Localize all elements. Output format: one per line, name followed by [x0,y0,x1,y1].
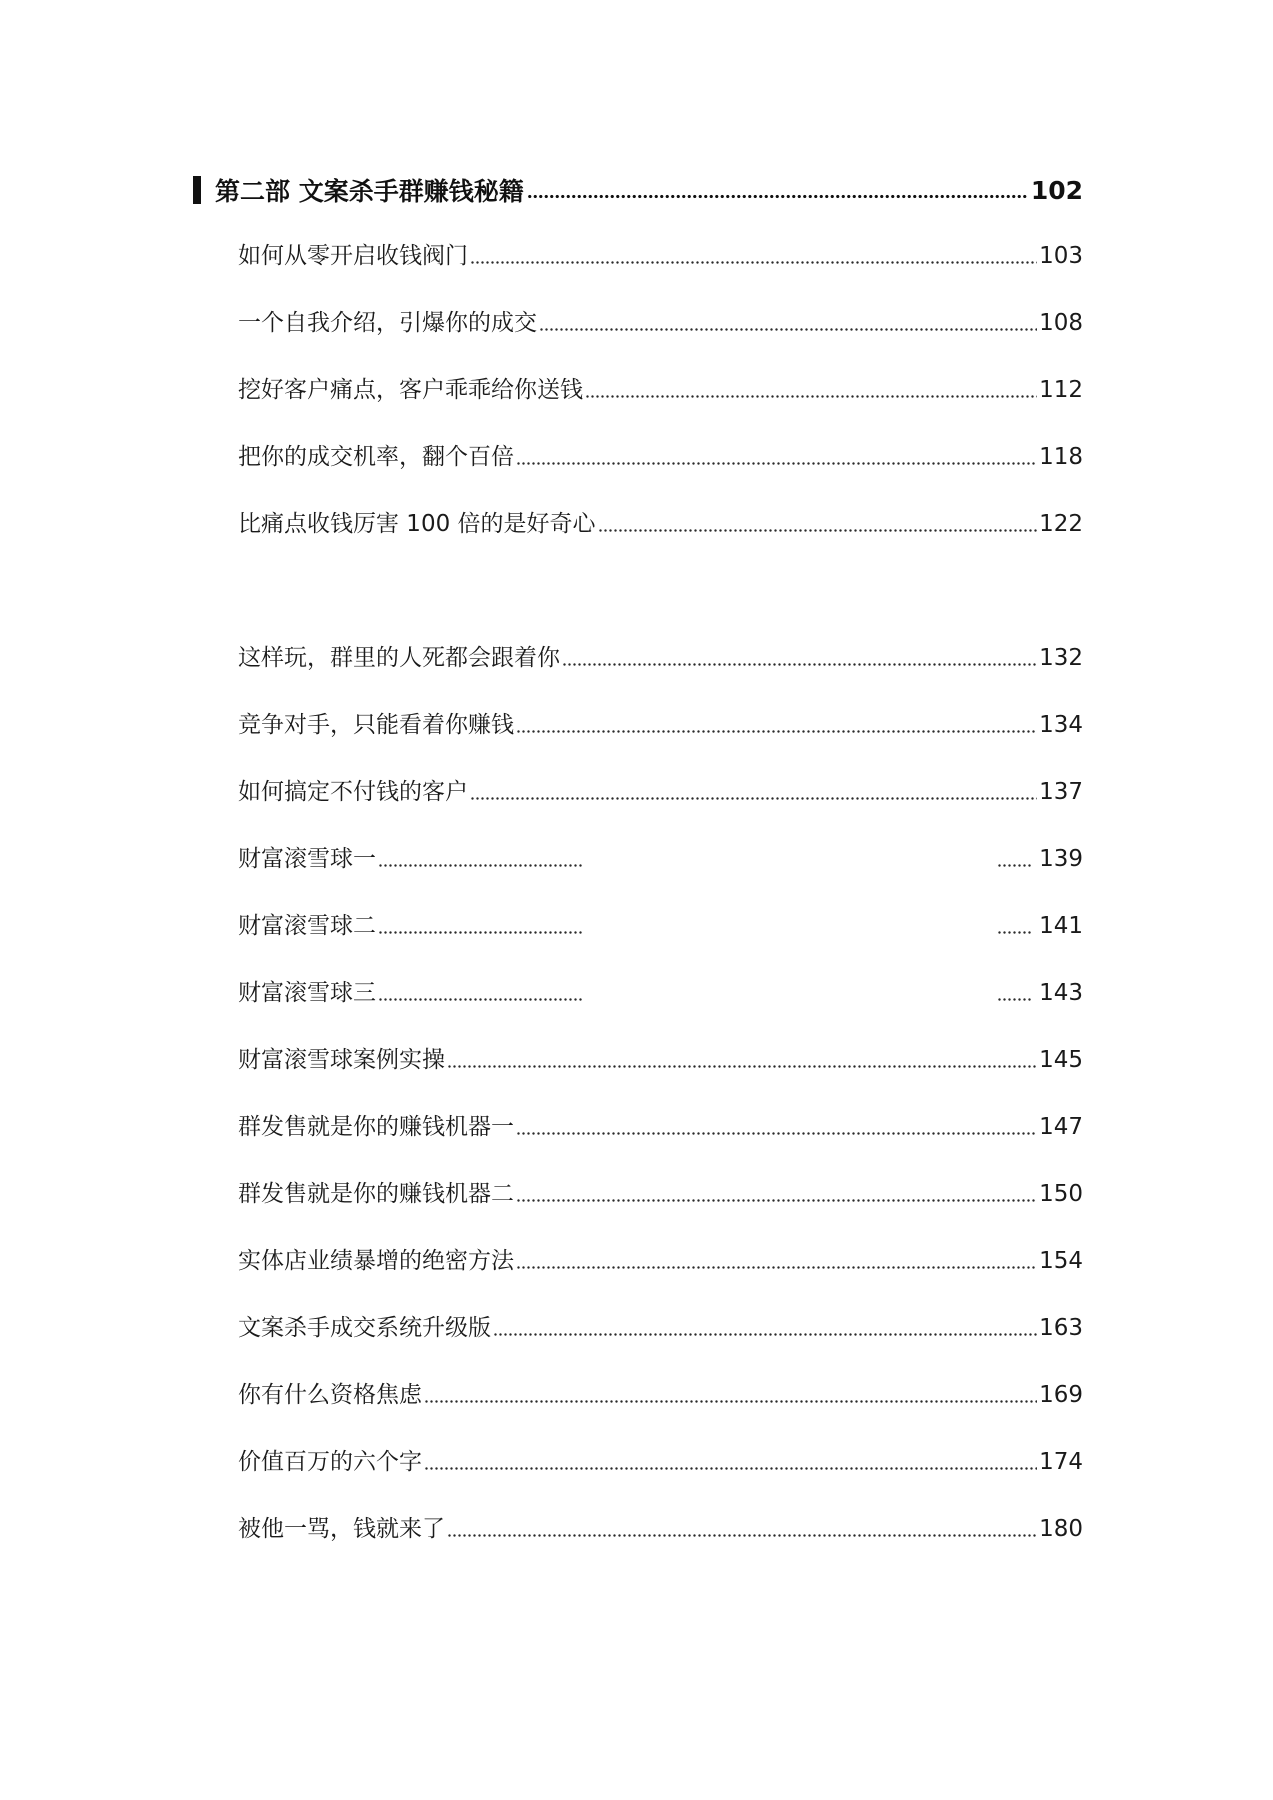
entry-page-number: 169 [1039,1382,1083,1408]
entry-page-number: 145 [1039,1047,1083,1073]
entry-title: 财富滚雪球一 [238,846,376,872]
part-marker-bar [193,176,201,204]
entry-title: 价值百万的六个字 [238,1449,422,1475]
dot-leader [447,1509,1037,1549]
entry-page-number: 134 [1039,712,1083,738]
entry-title: 这样玩，群里的人死都会跟着你 [238,645,560,671]
entry-title: 群发售就是你的赚钱机器二 [238,1181,514,1207]
toc-entry[interactable] [238,1107,1083,1147]
dot-leader [424,1442,1037,1482]
dot-leader [598,504,1038,544]
dot-leader [585,370,1037,410]
dot-leader [516,705,1037,745]
entry-title: 你有什么资格焦虑 [238,1382,422,1408]
toc-entry[interactable] [238,370,1083,410]
toc-entry[interactable] [238,437,1083,477]
toc-entry[interactable] [238,906,1083,946]
entry-title: 挖好客户痛点，客户乖乖给你送钱 [238,377,583,403]
toc-entry[interactable] [238,1241,1083,1281]
part-heading[interactable] [193,168,1083,212]
entry-title: 群发售就是你的赚钱机器一 [238,1114,514,1140]
entry-page-number: 108 [1039,310,1083,336]
entry-title: 比痛点收钱厉害 100 倍的是好奇心 [238,511,596,537]
toc-entry[interactable] [238,236,1083,276]
dot-leader [516,437,1037,477]
entry-title: 文案杀手成交系统升级版 [238,1315,491,1341]
toc-entry[interactable] [238,772,1083,812]
toc-entry[interactable] [238,1174,1083,1214]
entry-title: 把你的成交机率，翻个百倍 [238,444,514,470]
dot-leader [470,236,1037,276]
entry-page-number: 141 [1039,913,1083,939]
part-title: 第二部 文案杀手群赚钱秘籍 [215,177,524,206]
toc-entry[interactable] [238,1509,1083,1549]
dot-leader [997,839,1033,879]
toc-entry[interactable] [238,973,1083,1013]
entry-page-number: 143 [1039,980,1083,1006]
entry-title: 财富滚雪球案例实操 [238,1047,445,1073]
entry-page-number: 118 [1039,444,1083,470]
entry-title: 财富滚雪球三 [238,980,376,1006]
dot-leader [516,1241,1037,1281]
dot-leader [516,1174,1037,1214]
dot-leader [424,1375,1037,1415]
entry-page-number: 150 [1039,1181,1083,1207]
entry-page-number: 122 [1039,511,1083,537]
dot-leader [539,303,1037,343]
toc-entry[interactable] [238,1442,1083,1482]
toc-entry[interactable] [238,705,1083,745]
entry-page-number: 137 [1039,779,1083,805]
entry-title: 如何从零开启收钱阀门 [238,243,468,269]
toc-entry[interactable] [238,1375,1083,1415]
dot-leader [516,1107,1037,1147]
toc-entry[interactable] [238,1040,1083,1080]
dot-leader [378,906,583,946]
dot-leader [493,1308,1037,1348]
dot-leader [562,638,1037,678]
toc-entry[interactable] [238,839,1083,879]
entry-page-number: 139 [1039,846,1083,872]
entry-title: 财富滚雪球二 [238,913,376,939]
entry-page-number: 112 [1039,377,1083,403]
entry-title: 实体店业绩暴增的绝密方法 [238,1248,514,1274]
toc-entry[interactable] [238,1308,1083,1348]
entry-title: 如何搞定不付钱的客户 [238,779,468,805]
dot-leader [997,973,1033,1013]
entry-page-number: 174 [1039,1449,1083,1475]
entry-page-number: 103 [1039,243,1083,269]
entry-page-number: 180 [1039,1516,1083,1542]
dot-leader [447,1040,1037,1080]
dot-leader [378,839,583,879]
dot-leader [997,906,1033,946]
entry-page-number: 132 [1039,645,1083,671]
part-page-number: 102 [1030,175,1083,205]
dot-leader [470,772,1037,812]
dot-leader [378,973,583,1013]
dot-leader [527,168,1028,212]
entry-title: 一个自我介绍，引爆你的成交 [238,310,537,336]
entry-title: 竞争对手，只能看着你赚钱 [238,712,514,738]
entry-page-number: 163 [1039,1315,1083,1341]
entry-title: 被他一骂，钱就来了 [238,1516,445,1542]
toc-entry[interactable] [238,303,1083,343]
toc-entry[interactable] [238,638,1083,678]
entry-page-number: 154 [1039,1248,1083,1274]
toc-entry[interactable] [238,504,1083,544]
entry-page-number: 147 [1039,1114,1083,1140]
